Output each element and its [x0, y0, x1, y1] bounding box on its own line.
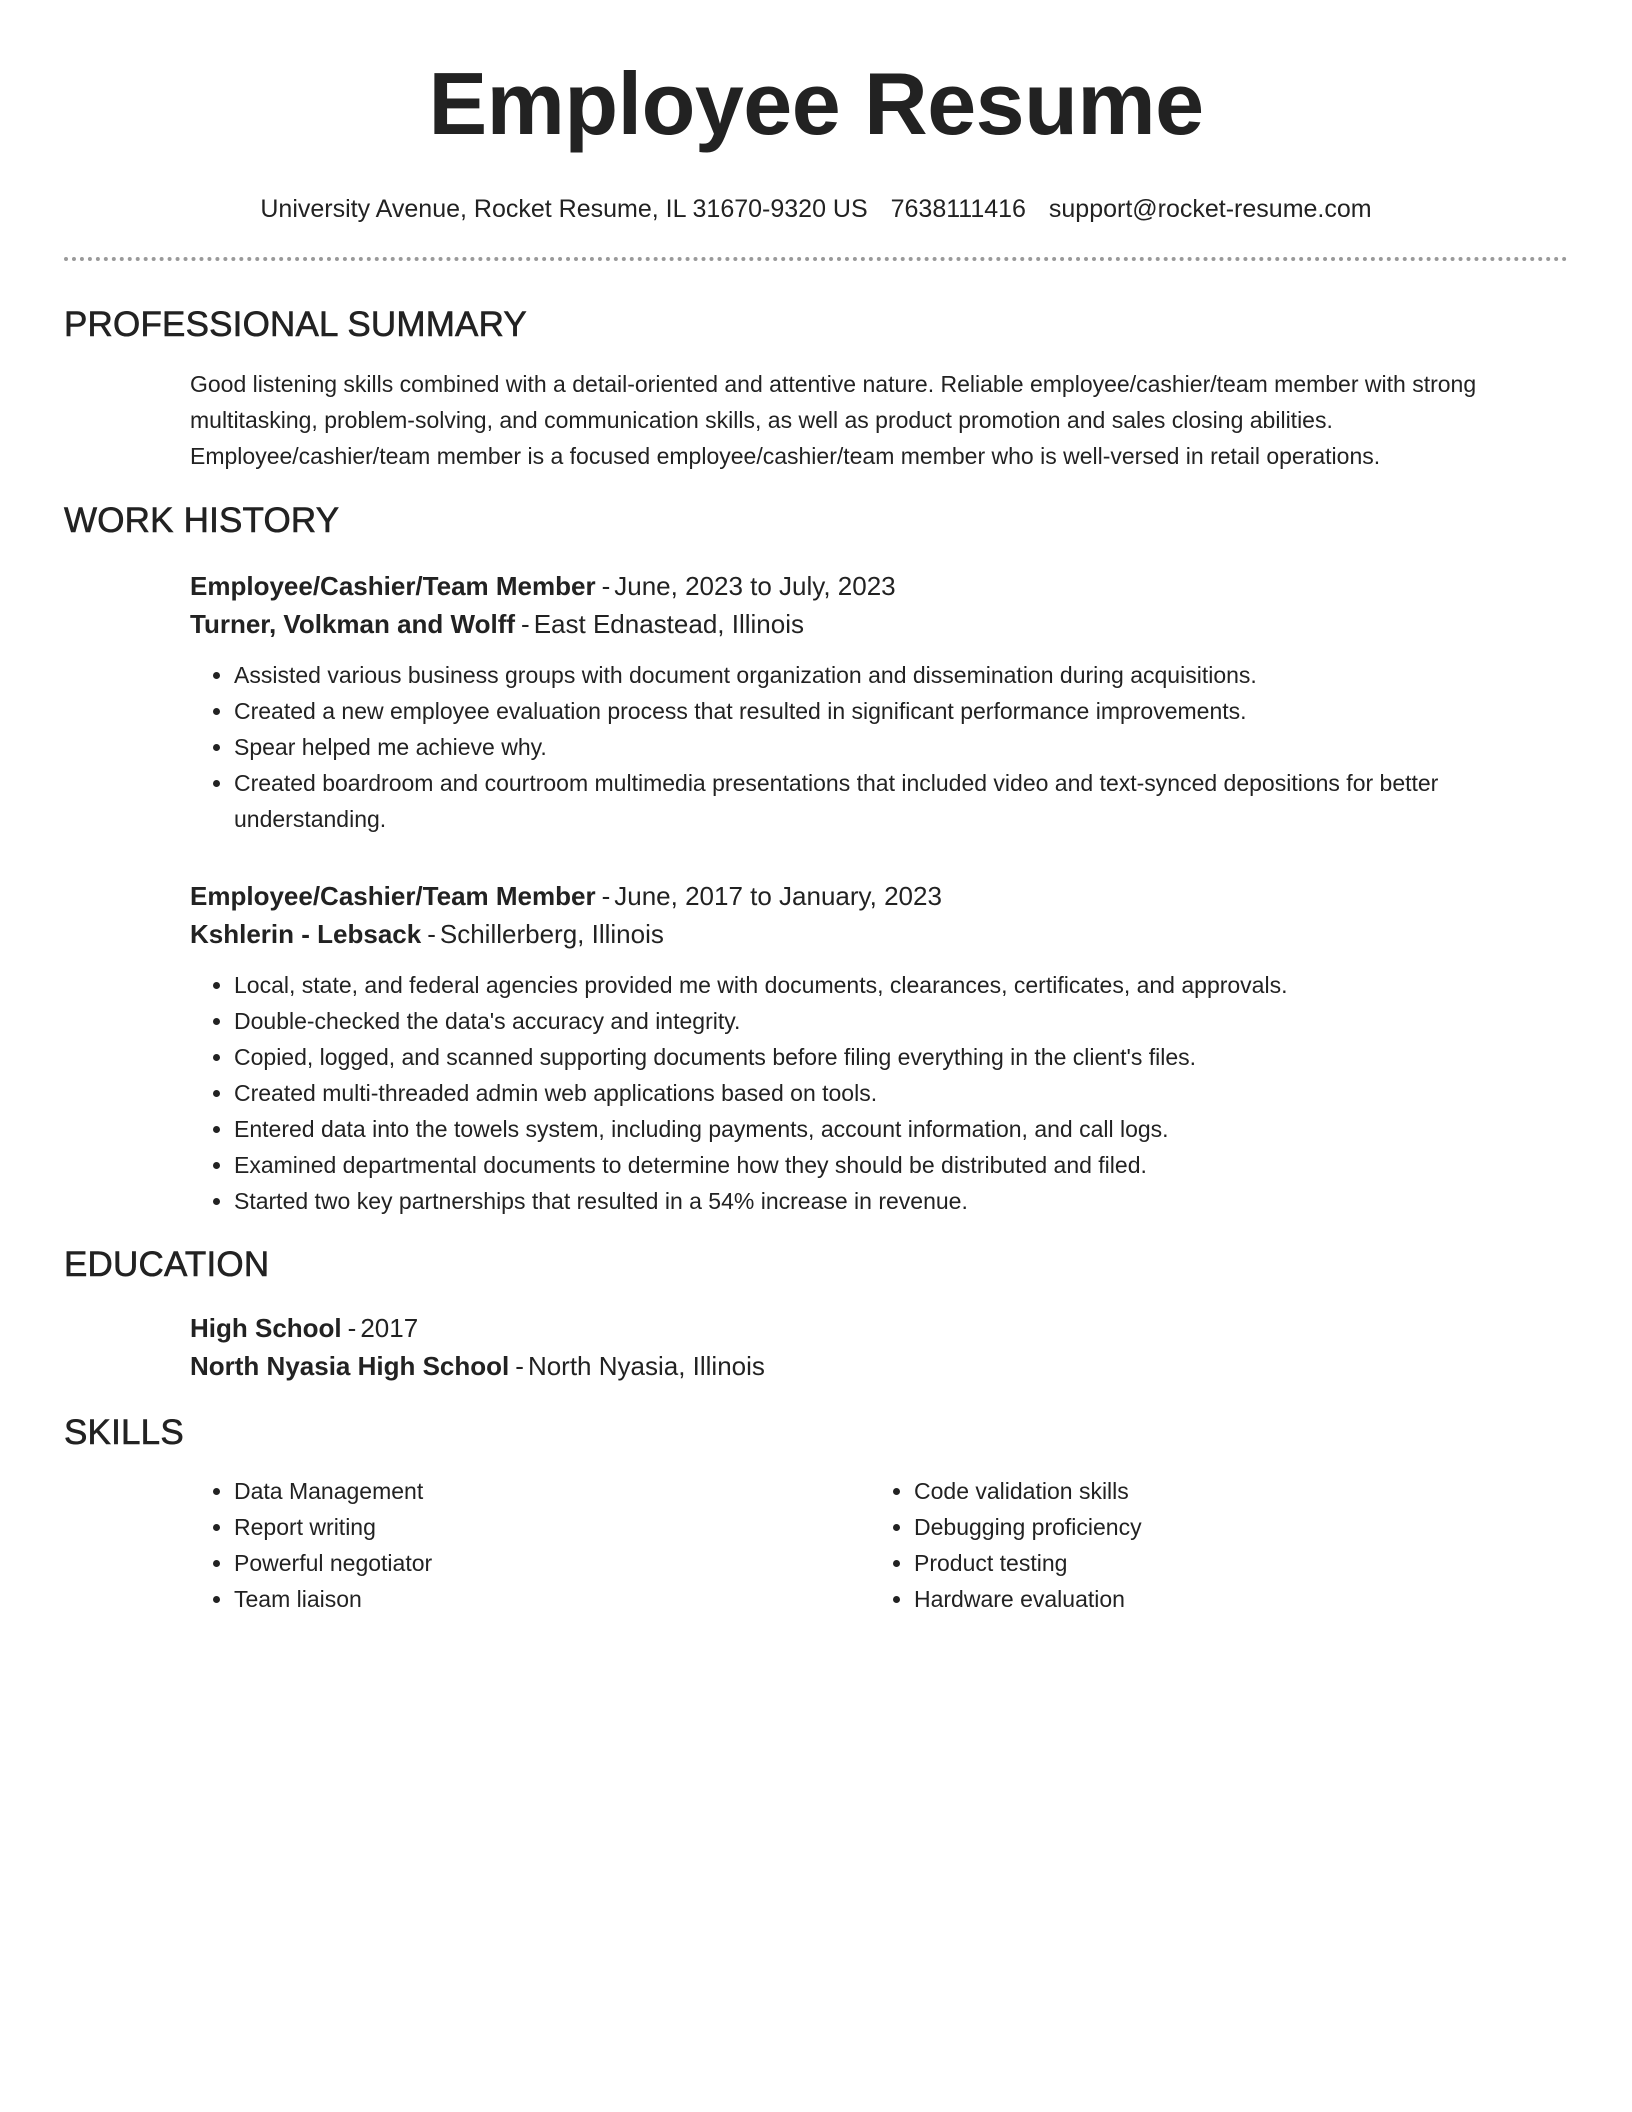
- skill-item: • Hardware evaluation: [914, 1581, 1550, 1617]
- job-role: Employee/Cashier/Team Member: [190, 571, 596, 601]
- job-bullets: [190, 967, 1568, 1219]
- list-item: • Started two key partnerships that resulted in a 54% increase in revenue.: [234, 1183, 1568, 1219]
- job-entry: [190, 877, 1568, 1219]
- list-item: • Created a new employee evaluation process that resulted in significant performance improvements.: [234, 693, 1568, 729]
- job-role-line: [190, 567, 1568, 605]
- skill-item: • Data Management: [234, 1473, 870, 1509]
- job-role: Employee/Cashier/Team Member: [190, 881, 596, 911]
- section-title-summary: PROFESSIONAL SUMMARY: [64, 305, 527, 344]
- skills-section: [190, 1473, 1568, 1617]
- education-section: [190, 1309, 1568, 1385]
- skill-item: • Powerful negotiator: [234, 1545, 870, 1581]
- job-location: East Ednastead, Illinois: [533, 609, 804, 639]
- separator: -: [515, 1351, 524, 1381]
- list-item: • Assisted various business groups with document organization and dissemination during acquisitions.: [234, 657, 1568, 693]
- job-company: Kshlerin - Lebsack: [190, 919, 422, 949]
- separator: -: [601, 881, 611, 911]
- education-year: 2017: [360, 1313, 419, 1343]
- separator: -: [601, 571, 611, 601]
- section-title-education: EDUCATION: [64, 1245, 270, 1284]
- separator: -: [427, 919, 436, 949]
- job-company-line: [190, 915, 1568, 953]
- education-school-line: [190, 1347, 1568, 1385]
- job-company: Turner, Volkman and Wolff: [190, 609, 516, 639]
- header-divider: [64, 257, 1568, 261]
- job-company-line: [190, 605, 1568, 643]
- job-dates: June, 2023 to July, 2023: [614, 571, 896, 601]
- list-item: • Copied, logged, and scanned supporting documents before filing everything in the client's files.: [234, 1039, 1568, 1075]
- contact-line: [64, 192, 1568, 226]
- education-degree: High School: [190, 1313, 342, 1343]
- skill-item: • Product testing: [914, 1545, 1550, 1581]
- skill-item: • Report writing: [234, 1509, 870, 1545]
- list-item: • Double-checked the data's accuracy and integrity.: [234, 1003, 1568, 1039]
- education-location: North Nyasia, Illinois: [527, 1351, 765, 1381]
- section-title-work-history: WORK HISTORY: [64, 501, 340, 540]
- list-item: • Examined departmental documents to determine how they should be distributed and filed.: [234, 1147, 1568, 1183]
- job-location: Schillerberg, Illinois: [439, 919, 664, 949]
- separator: -: [347, 1313, 357, 1343]
- work-history-section: [190, 567, 1568, 1219]
- skill-item: • Team liaison: [234, 1581, 870, 1617]
- summary-section: [190, 366, 1568, 474]
- resume-header: [64, 0, 1568, 226]
- education-degree-line: [190, 1309, 1568, 1347]
- section-title-skills: SKILLS: [64, 1413, 184, 1452]
- skills-list-right: [870, 1473, 1550, 1617]
- separator: -: [521, 609, 530, 639]
- list-item: • Created multi-threaded admin web applications based on tools.: [234, 1075, 1568, 1111]
- job-dates: June, 2017 to January, 2023: [614, 881, 942, 911]
- contact-address: University Avenue, Rocket Resume, IL 31670-9320 US: [260, 195, 868, 223]
- job-bullets: [190, 657, 1568, 837]
- skill-item: • Debugging proficiency: [914, 1509, 1550, 1545]
- list-item: • Entered data into the towels system, including payments, account information, and call logs.: [234, 1111, 1568, 1147]
- resume-title: Employee Resume: [428, 54, 1204, 153]
- list-item: • Local, state, and federal agencies provided me with documents, clearances, certificates, and approvals.: [234, 967, 1568, 1003]
- skill-item: • Code validation skills: [914, 1473, 1550, 1509]
- skills-list-left: [190, 1473, 870, 1617]
- job-role-line: [190, 877, 1568, 915]
- education-school: North Nyasia High School: [190, 1351, 510, 1381]
- contact-email: support@rocket-resume.com: [1048, 195, 1372, 223]
- job-entry: [190, 567, 1568, 837]
- list-item: • Created boardroom and courtroom multimedia presentations that included video and text-synced depositions for better understanding.: [234, 765, 1568, 837]
- summary-text: Good listening skills combined with a detail-oriented and attentive nature. Reliable employee/cashier/team member with strong multitasking, problem-solving, and communication skills, as well as product promotion and sales closing abilities. Employee/cashier/team member is a focused employee/cashier/team member who is well-versed in retail operations.: [190, 371, 1477, 469]
- list-item: • Spear helped me achieve why.: [234, 729, 1568, 765]
- contact-phone: 7638111416: [890, 195, 1026, 223]
